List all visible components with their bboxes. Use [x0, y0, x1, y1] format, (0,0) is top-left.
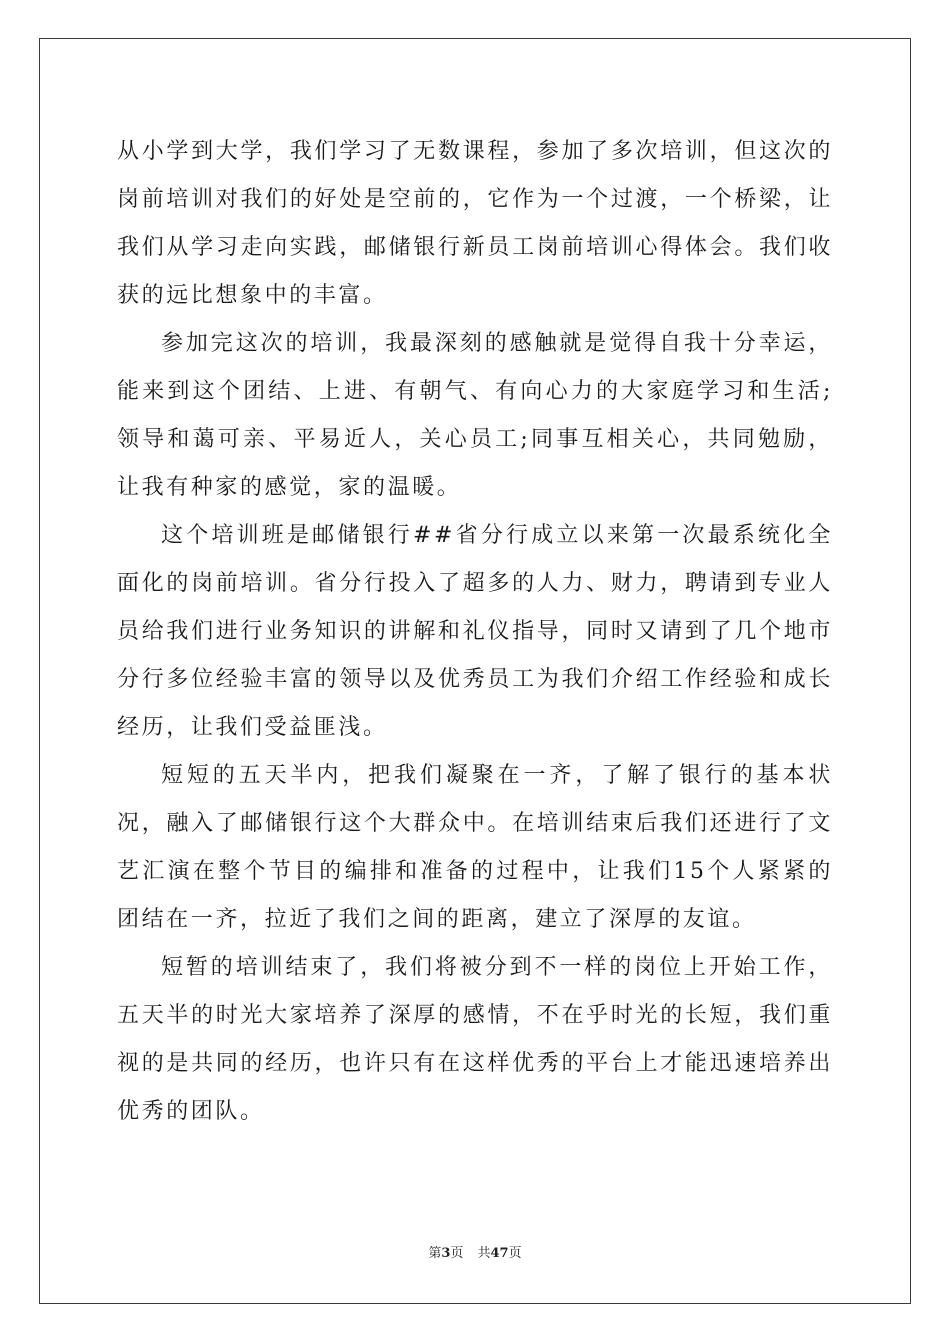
total-prefix: 共: [477, 1246, 491, 1261]
page-prefix: 第: [428, 1246, 442, 1261]
paragraph-2: 参加完这次的培训，我最深刻的感触就是觉得自我十分幸运，能来到这个团结、上进、有朝气、有向心力的大家庭学习和生活;领导和蔼可亲、平易近人，关心员工;同事互相关心，共同勉励，让我有种家的感觉，家的温暖。: [117, 331, 833, 500]
paragraph-5: 短暂的培训结束了，我们将被分到不一样的岗位上开始工作，五天半的时光大家培养了深厚的感情，不在乎时光的长短，我们重视的是共同的经历，也许只有在这样优秀的平台上才能迅速培养出优秀的团队。: [117, 955, 833, 1124]
paragraph-1: 从小学到大学，我们学习了无数课程，参加了多次培训，但这次的岗前培训对我们的好处是空前的，它作为一个过渡，一个桥梁，让我们从学习走向实践，邮储银行新员工岗前培训心得体会。我们收获的远比想象中的丰富。: [117, 139, 833, 308]
current-page-number: 3: [441, 1246, 451, 1261]
document-body: [117, 128, 833, 1136]
total-suffix: 页: [508, 1246, 522, 1261]
total-pages-number: 47: [490, 1246, 509, 1261]
page-footer: [0, 1246, 950, 1262]
paragraph-4: 短短的五天半内，把我们凝聚在一齐，了解了银行的基本状况，融入了邮储银行这个大群众中。在培训结束后我们还进行了文艺汇演在整个节目的编排和准备的过程中，让我们15个人紧紧的团结在一齐，拉近了我们之间的距离，建立了深厚的友谊。: [117, 763, 833, 932]
paragraph-3: 这个培训班是邮储银行##省分行成立以来第一次最系统化全面化的岗前培训。省分行投入了超多的人力、财力，聘请到专业人员给我们进行业务知识的讲解和礼仪指导，同时又请到了几个地市分行多位经验丰富的领导以及优秀员工为我们介绍工作经验和成长经历，让我们受益匪浅。: [117, 523, 833, 740]
page-suffix: 页: [450, 1246, 464, 1261]
